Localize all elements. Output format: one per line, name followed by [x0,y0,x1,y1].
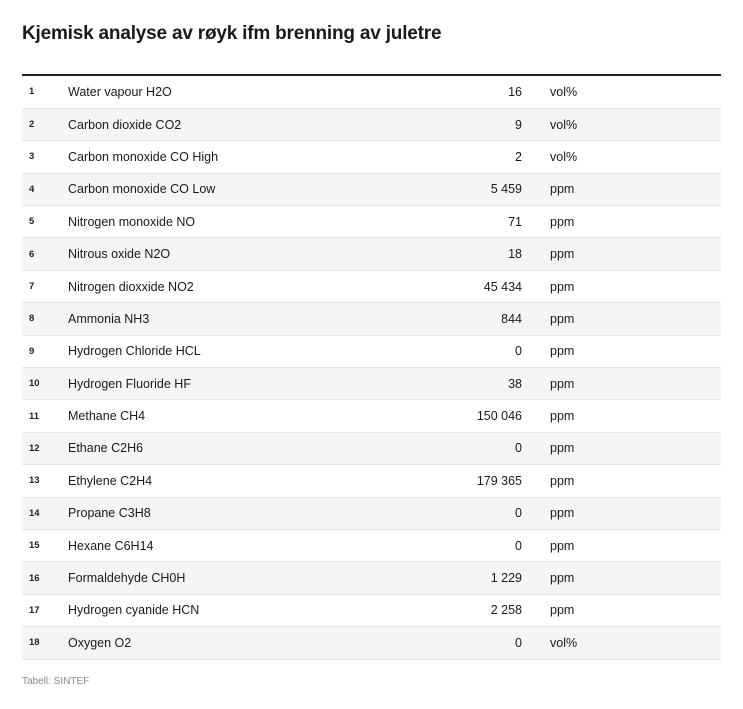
table-row [22,400,721,432]
table-row [22,238,721,270]
row-unit: vol% [522,76,721,108]
row-unit: ppm [522,206,721,238]
table-row [22,497,721,529]
row-value: 9 [428,108,522,140]
row-value: 18 [428,238,522,270]
row-name: Carbon dioxide CO2 [68,108,428,140]
table-row [22,141,721,173]
row-name: Hexane C6H14 [68,529,428,561]
row-name: Ethane C2H6 [68,432,428,464]
row-unit: ppm [522,432,721,464]
table-row [22,76,721,108]
row-unit: ppm [522,368,721,400]
row-index: 18 [22,627,68,659]
row-index: 6 [22,238,68,270]
row-unit: vol% [522,627,721,659]
row-index: 10 [22,368,68,400]
row-name: Carbon monoxide CO High [68,141,428,173]
table-row [22,368,721,400]
row-name: Nitrous oxide N2O [68,238,428,270]
table-row [22,206,721,238]
row-index: 16 [22,562,68,594]
row-unit: ppm [522,562,721,594]
row-value: 844 [428,303,522,335]
row-index: 14 [22,497,68,529]
row-value: 45 434 [428,270,522,302]
row-name: Hydrogen cyanide HCN [68,594,428,626]
row-index: 11 [22,400,68,432]
row-index: 3 [22,141,68,173]
row-index: 9 [22,335,68,367]
row-unit: ppm [522,465,721,497]
row-name: Nitrogen dioxxide NO2 [68,270,428,302]
row-value: 0 [428,627,522,659]
row-name: Carbon monoxide CO Low [68,173,428,205]
row-name: Oxygen O2 [68,627,428,659]
row-value: 0 [428,432,522,464]
row-name: Hydrogen Chloride HCL [68,335,428,367]
row-index: 5 [22,206,68,238]
row-unit: ppm [522,497,721,529]
row-value: 16 [428,76,522,108]
row-unit: vol% [522,141,721,173]
table-row [22,303,721,335]
row-unit: ppm [522,238,721,270]
row-index: 2 [22,108,68,140]
table-row [22,627,721,659]
row-name: Ethylene C2H4 [68,465,428,497]
row-value: 150 046 [428,400,522,432]
table-row [22,335,721,367]
source-note: Tabell: SINTEF [22,676,90,687]
table-row [22,465,721,497]
table-row [22,432,721,464]
row-name: Formaldehyde CH0H [68,562,428,594]
row-value: 71 [428,206,522,238]
row-value: 0 [428,529,522,561]
row-unit: ppm [522,594,721,626]
row-value: 179 365 [428,465,522,497]
row-index: 1 [22,76,68,108]
table-row [22,529,721,561]
row-value: 5 459 [428,173,522,205]
row-unit: ppm [522,335,721,367]
table-row [22,108,721,140]
table-row [22,562,721,594]
table-body [22,76,721,659]
row-unit: ppm [522,529,721,561]
row-unit: ppm [522,303,721,335]
row-index: 12 [22,432,68,464]
row-name: Hydrogen Fluoride HF [68,368,428,400]
row-name: Ammonia NH3 [68,303,428,335]
row-unit: ppm [522,270,721,302]
row-index: 15 [22,529,68,561]
table-container [22,0,721,660]
row-name: Water vapour H2O [68,76,428,108]
table-row [22,173,721,205]
row-value: 1 229 [428,562,522,594]
row-name: Propane C3H8 [68,497,428,529]
page-title: Kjemisk analyse av røyk ifm brenning av juletre [22,23,442,44]
row-index: 4 [22,173,68,205]
data-table [22,76,721,660]
row-unit: ppm [522,173,721,205]
row-name: Nitrogen monoxide NO [68,206,428,238]
row-unit: ppm [522,400,721,432]
table-row [22,594,721,626]
row-value: 2 [428,141,522,173]
table-row [22,270,721,302]
row-index: 8 [22,303,68,335]
row-index: 13 [22,465,68,497]
row-index: 7 [22,270,68,302]
row-index: 17 [22,594,68,626]
row-value: 2 258 [428,594,522,626]
row-value: 38 [428,368,522,400]
row-value: 0 [428,497,522,529]
row-value: 0 [428,335,522,367]
row-name: Methane CH4 [68,400,428,432]
row-unit: vol% [522,108,721,140]
